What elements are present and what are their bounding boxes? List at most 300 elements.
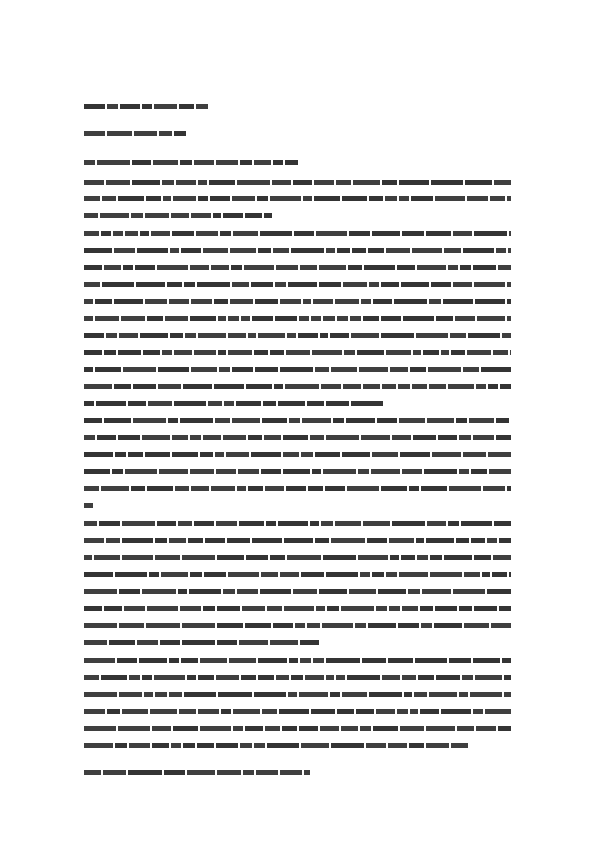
word-block bbox=[426, 538, 454, 543]
word-block bbox=[369, 196, 383, 201]
word-block bbox=[402, 469, 422, 474]
word-block bbox=[416, 333, 448, 338]
word-block bbox=[227, 538, 250, 543]
word-block bbox=[315, 452, 340, 457]
word-block bbox=[331, 367, 357, 372]
word-block bbox=[473, 265, 496, 270]
word-block bbox=[314, 180, 334, 185]
word-block bbox=[246, 384, 272, 389]
word-block bbox=[183, 743, 195, 748]
word-block bbox=[498, 726, 511, 731]
word-block bbox=[476, 384, 486, 389]
word-block bbox=[275, 316, 297, 321]
word-block bbox=[367, 538, 387, 543]
word-block bbox=[417, 265, 446, 270]
word-block bbox=[240, 160, 252, 165]
word-block bbox=[96, 401, 126, 406]
word-block bbox=[84, 265, 102, 270]
word-block bbox=[191, 486, 209, 491]
word-block bbox=[364, 265, 395, 270]
word-block bbox=[173, 196, 196, 201]
word-block bbox=[182, 623, 215, 628]
word-block bbox=[346, 418, 375, 423]
word-block bbox=[184, 692, 216, 697]
word-block bbox=[509, 572, 511, 577]
word-block bbox=[389, 538, 414, 543]
word-block bbox=[323, 316, 335, 321]
word-block bbox=[203, 248, 228, 253]
word-block bbox=[134, 131, 157, 136]
word-block bbox=[360, 572, 370, 577]
word-block bbox=[270, 350, 284, 355]
word-block bbox=[159, 469, 188, 474]
word-block bbox=[488, 452, 511, 457]
word-block bbox=[368, 248, 384, 253]
word-block bbox=[426, 726, 455, 731]
word-block bbox=[424, 469, 457, 474]
word-block bbox=[154, 675, 185, 680]
word-block bbox=[363, 384, 380, 389]
word-block bbox=[279, 709, 309, 714]
word-block bbox=[125, 231, 138, 236]
word-block bbox=[276, 265, 298, 270]
word-block bbox=[436, 316, 453, 321]
word-block bbox=[289, 418, 300, 423]
word-block bbox=[104, 265, 121, 270]
word-block bbox=[372, 452, 398, 457]
word-block bbox=[214, 384, 244, 389]
word-block bbox=[435, 606, 457, 611]
word-block bbox=[475, 675, 502, 680]
word-block bbox=[217, 623, 243, 628]
word-block bbox=[388, 743, 407, 748]
word-block bbox=[283, 452, 299, 457]
text-line-body bbox=[84, 350, 511, 355]
word-block bbox=[312, 350, 342, 355]
text-line-body bbox=[84, 367, 511, 372]
word-block bbox=[155, 538, 167, 543]
word-block bbox=[504, 675, 511, 680]
word-block bbox=[180, 160, 192, 165]
word-block bbox=[140, 333, 168, 338]
word-block bbox=[310, 435, 324, 440]
word-block bbox=[115, 452, 126, 457]
word-block bbox=[84, 418, 102, 423]
word-block bbox=[388, 658, 413, 663]
word-block bbox=[301, 743, 329, 748]
word-block bbox=[187, 675, 196, 680]
word-block bbox=[361, 435, 390, 440]
word-block bbox=[401, 282, 429, 287]
word-block bbox=[248, 435, 262, 440]
word-block bbox=[363, 521, 390, 526]
word-block bbox=[198, 180, 207, 185]
word-block bbox=[326, 572, 358, 577]
word-block bbox=[208, 401, 222, 406]
word-block bbox=[187, 770, 215, 775]
word-block bbox=[331, 743, 364, 748]
word-block bbox=[483, 486, 505, 491]
word-block bbox=[252, 316, 273, 321]
word-block bbox=[451, 743, 468, 748]
word-block bbox=[102, 196, 116, 201]
word-block bbox=[282, 726, 297, 731]
word-block bbox=[471, 469, 487, 474]
word-block bbox=[256, 770, 278, 775]
word-block bbox=[94, 555, 120, 560]
word-block bbox=[473, 658, 500, 663]
word-block bbox=[84, 589, 117, 594]
word-block bbox=[319, 282, 341, 287]
word-block bbox=[215, 452, 224, 457]
word-block bbox=[421, 486, 447, 491]
word-block bbox=[216, 160, 238, 165]
word-block bbox=[99, 521, 120, 526]
word-block bbox=[418, 675, 434, 680]
word-block bbox=[342, 692, 367, 697]
word-block bbox=[181, 658, 198, 663]
word-block bbox=[169, 299, 189, 304]
word-block bbox=[122, 521, 155, 526]
word-block bbox=[224, 401, 234, 406]
word-block bbox=[398, 384, 410, 389]
word-block bbox=[289, 658, 298, 663]
word-block bbox=[291, 248, 324, 253]
text-line-body bbox=[84, 572, 511, 577]
word-block bbox=[386, 572, 397, 577]
word-block bbox=[223, 589, 235, 594]
word-block bbox=[102, 282, 134, 287]
word-block bbox=[381, 486, 407, 491]
word-block bbox=[417, 555, 428, 560]
word-block bbox=[431, 180, 463, 185]
word-block bbox=[84, 606, 102, 611]
word-block bbox=[198, 675, 214, 680]
word-block bbox=[341, 606, 374, 611]
word-block bbox=[254, 160, 271, 165]
word-block bbox=[453, 589, 485, 594]
word-block bbox=[226, 452, 249, 457]
word-block bbox=[469, 418, 494, 423]
word-block bbox=[239, 640, 268, 645]
text-line-section-title bbox=[84, 160, 298, 165]
word-block bbox=[441, 709, 471, 714]
word-block bbox=[453, 282, 472, 287]
word-block bbox=[372, 231, 400, 236]
word-block bbox=[164, 770, 185, 775]
word-block bbox=[373, 299, 392, 304]
word-block bbox=[230, 299, 253, 304]
word-block bbox=[146, 196, 161, 201]
text-line-body bbox=[84, 231, 511, 236]
word-block bbox=[142, 435, 170, 440]
word-block bbox=[402, 675, 416, 680]
word-block bbox=[160, 640, 180, 645]
word-block bbox=[310, 521, 319, 526]
word-block bbox=[337, 709, 354, 714]
word-block bbox=[135, 265, 155, 270]
word-block bbox=[115, 743, 127, 748]
word-block bbox=[429, 384, 446, 389]
word-block bbox=[182, 640, 215, 645]
word-block bbox=[84, 640, 107, 645]
word-block bbox=[215, 418, 230, 423]
word-block bbox=[233, 231, 258, 236]
word-block bbox=[182, 555, 215, 560]
word-block bbox=[330, 692, 340, 697]
word-block bbox=[397, 265, 415, 270]
word-block bbox=[444, 248, 461, 253]
word-block bbox=[109, 640, 135, 645]
word-block bbox=[314, 196, 340, 201]
word-block bbox=[241, 316, 250, 321]
word-block bbox=[174, 131, 186, 136]
word-block bbox=[286, 350, 310, 355]
word-block bbox=[485, 709, 511, 714]
word-block bbox=[142, 675, 152, 680]
word-block bbox=[449, 658, 471, 663]
word-block bbox=[198, 196, 208, 201]
word-block bbox=[360, 726, 371, 731]
word-block bbox=[307, 623, 320, 628]
word-block bbox=[378, 589, 406, 594]
word-block bbox=[241, 675, 256, 680]
word-block bbox=[496, 248, 506, 253]
word-block bbox=[188, 538, 203, 543]
word-block bbox=[113, 231, 123, 236]
word-block bbox=[278, 521, 308, 526]
word-block bbox=[101, 231, 111, 236]
word-block bbox=[228, 316, 239, 321]
word-block bbox=[145, 213, 169, 218]
word-block bbox=[363, 316, 379, 321]
word-block bbox=[299, 726, 318, 731]
word-block bbox=[198, 333, 226, 338]
word-block bbox=[84, 658, 115, 663]
word-block bbox=[196, 231, 218, 236]
word-block bbox=[147, 606, 178, 611]
word-block bbox=[84, 231, 99, 236]
word-block bbox=[303, 299, 311, 304]
word-block bbox=[246, 555, 268, 560]
word-block bbox=[84, 555, 92, 560]
word-block bbox=[120, 104, 140, 109]
word-block bbox=[315, 367, 329, 372]
word-block bbox=[441, 350, 449, 355]
word-block bbox=[228, 572, 259, 577]
word-block bbox=[348, 265, 362, 270]
word-block bbox=[311, 709, 335, 714]
word-block bbox=[381, 316, 401, 321]
text-line-body bbox=[84, 709, 511, 714]
word-block bbox=[125, 469, 157, 474]
word-block bbox=[205, 538, 225, 543]
word-block bbox=[429, 692, 457, 697]
word-block bbox=[122, 709, 148, 714]
word-block bbox=[394, 299, 427, 304]
word-block bbox=[128, 452, 143, 457]
word-block bbox=[507, 299, 511, 304]
text-line-body bbox=[84, 606, 511, 611]
word-block bbox=[223, 213, 243, 218]
word-block bbox=[336, 675, 345, 680]
word-block bbox=[184, 282, 195, 287]
word-block bbox=[172, 452, 198, 457]
text-line-body bbox=[84, 333, 511, 338]
word-block bbox=[194, 521, 214, 526]
word-block bbox=[106, 538, 120, 543]
word-block bbox=[420, 606, 433, 611]
word-block bbox=[133, 418, 166, 423]
word-block bbox=[216, 675, 239, 680]
word-block bbox=[162, 180, 174, 185]
word-block bbox=[122, 538, 153, 543]
word-block bbox=[323, 469, 356, 474]
word-block bbox=[84, 350, 102, 355]
word-block bbox=[357, 350, 384, 355]
word-block bbox=[397, 709, 408, 714]
word-block bbox=[194, 160, 214, 165]
text-line-body bbox=[84, 282, 511, 287]
word-block bbox=[304, 770, 310, 775]
word-block bbox=[97, 435, 116, 440]
word-block bbox=[355, 623, 366, 628]
word-block bbox=[496, 418, 509, 423]
word-block bbox=[456, 418, 467, 423]
word-block bbox=[143, 350, 160, 355]
word-block bbox=[325, 486, 345, 491]
word-block bbox=[244, 265, 274, 270]
word-block bbox=[489, 469, 511, 474]
word-block bbox=[467, 350, 491, 355]
word-block bbox=[496, 435, 511, 440]
word-block bbox=[274, 384, 283, 389]
text-line-body bbox=[84, 384, 511, 389]
text-line-body bbox=[84, 435, 511, 440]
word-block bbox=[147, 316, 163, 321]
word-block bbox=[169, 692, 182, 697]
word-block bbox=[258, 658, 287, 663]
word-block bbox=[153, 160, 178, 165]
word-block bbox=[449, 486, 481, 491]
text-line-body bbox=[84, 589, 511, 594]
word-block bbox=[124, 606, 145, 611]
word-block bbox=[119, 692, 142, 697]
word-block bbox=[265, 486, 284, 491]
word-block bbox=[174, 350, 192, 355]
word-block bbox=[84, 104, 105, 109]
word-block bbox=[190, 435, 201, 440]
word-block bbox=[84, 333, 104, 338]
word-block bbox=[216, 743, 238, 748]
word-block bbox=[190, 265, 209, 270]
word-block bbox=[84, 521, 97, 526]
word-block bbox=[220, 231, 231, 236]
word-block bbox=[321, 521, 333, 526]
word-block bbox=[262, 418, 287, 423]
word-block bbox=[217, 770, 241, 775]
word-block bbox=[494, 521, 511, 526]
word-block bbox=[254, 692, 286, 697]
word-block bbox=[301, 452, 313, 457]
word-block bbox=[430, 555, 442, 560]
word-block bbox=[84, 213, 98, 218]
word-block bbox=[303, 196, 312, 201]
word-block bbox=[509, 231, 511, 236]
word-block bbox=[273, 160, 283, 165]
word-block bbox=[377, 418, 397, 423]
word-block bbox=[420, 709, 439, 714]
word-block bbox=[101, 486, 129, 491]
word-block bbox=[326, 675, 334, 680]
word-block bbox=[390, 367, 408, 372]
word-block bbox=[361, 299, 371, 304]
word-block bbox=[320, 726, 339, 731]
word-block bbox=[475, 299, 505, 304]
word-block bbox=[129, 743, 150, 748]
word-block bbox=[436, 675, 460, 680]
word-block bbox=[409, 743, 424, 748]
word-block bbox=[191, 213, 211, 218]
word-block bbox=[459, 469, 469, 474]
word-block bbox=[423, 350, 439, 355]
word-block bbox=[333, 418, 344, 423]
word-block bbox=[499, 538, 511, 543]
word-block bbox=[115, 572, 147, 577]
word-block bbox=[228, 350, 252, 355]
text-line-body bbox=[84, 401, 383, 406]
text-line-body bbox=[84, 521, 511, 526]
word-block bbox=[203, 435, 221, 440]
word-block bbox=[242, 606, 265, 611]
word-block bbox=[157, 521, 176, 526]
word-block bbox=[190, 469, 214, 474]
word-block bbox=[316, 231, 347, 236]
word-block bbox=[372, 572, 384, 577]
word-block bbox=[413, 435, 436, 440]
word-block bbox=[507, 196, 511, 201]
word-block bbox=[291, 675, 303, 680]
word-block bbox=[408, 589, 420, 594]
word-block bbox=[248, 333, 256, 338]
word-block bbox=[114, 384, 131, 389]
word-block bbox=[321, 384, 341, 389]
word-block bbox=[243, 770, 254, 775]
word-block bbox=[146, 623, 180, 628]
word-block bbox=[245, 726, 263, 731]
word-block bbox=[218, 692, 252, 697]
word-block bbox=[169, 538, 186, 543]
word-block bbox=[448, 265, 458, 270]
word-block bbox=[267, 743, 299, 748]
word-block bbox=[191, 367, 217, 372]
word-block bbox=[322, 623, 353, 628]
word-block bbox=[401, 555, 415, 560]
word-block bbox=[213, 213, 221, 218]
word-block bbox=[288, 282, 317, 287]
word-block bbox=[331, 538, 365, 543]
word-block bbox=[381, 282, 399, 287]
word-block bbox=[504, 692, 511, 697]
word-block bbox=[293, 180, 312, 185]
word-block bbox=[168, 418, 178, 423]
word-block bbox=[301, 572, 324, 577]
word-block bbox=[463, 452, 486, 457]
word-block bbox=[463, 367, 479, 372]
word-block bbox=[467, 196, 488, 201]
word-block bbox=[351, 401, 383, 406]
word-block bbox=[300, 658, 311, 663]
